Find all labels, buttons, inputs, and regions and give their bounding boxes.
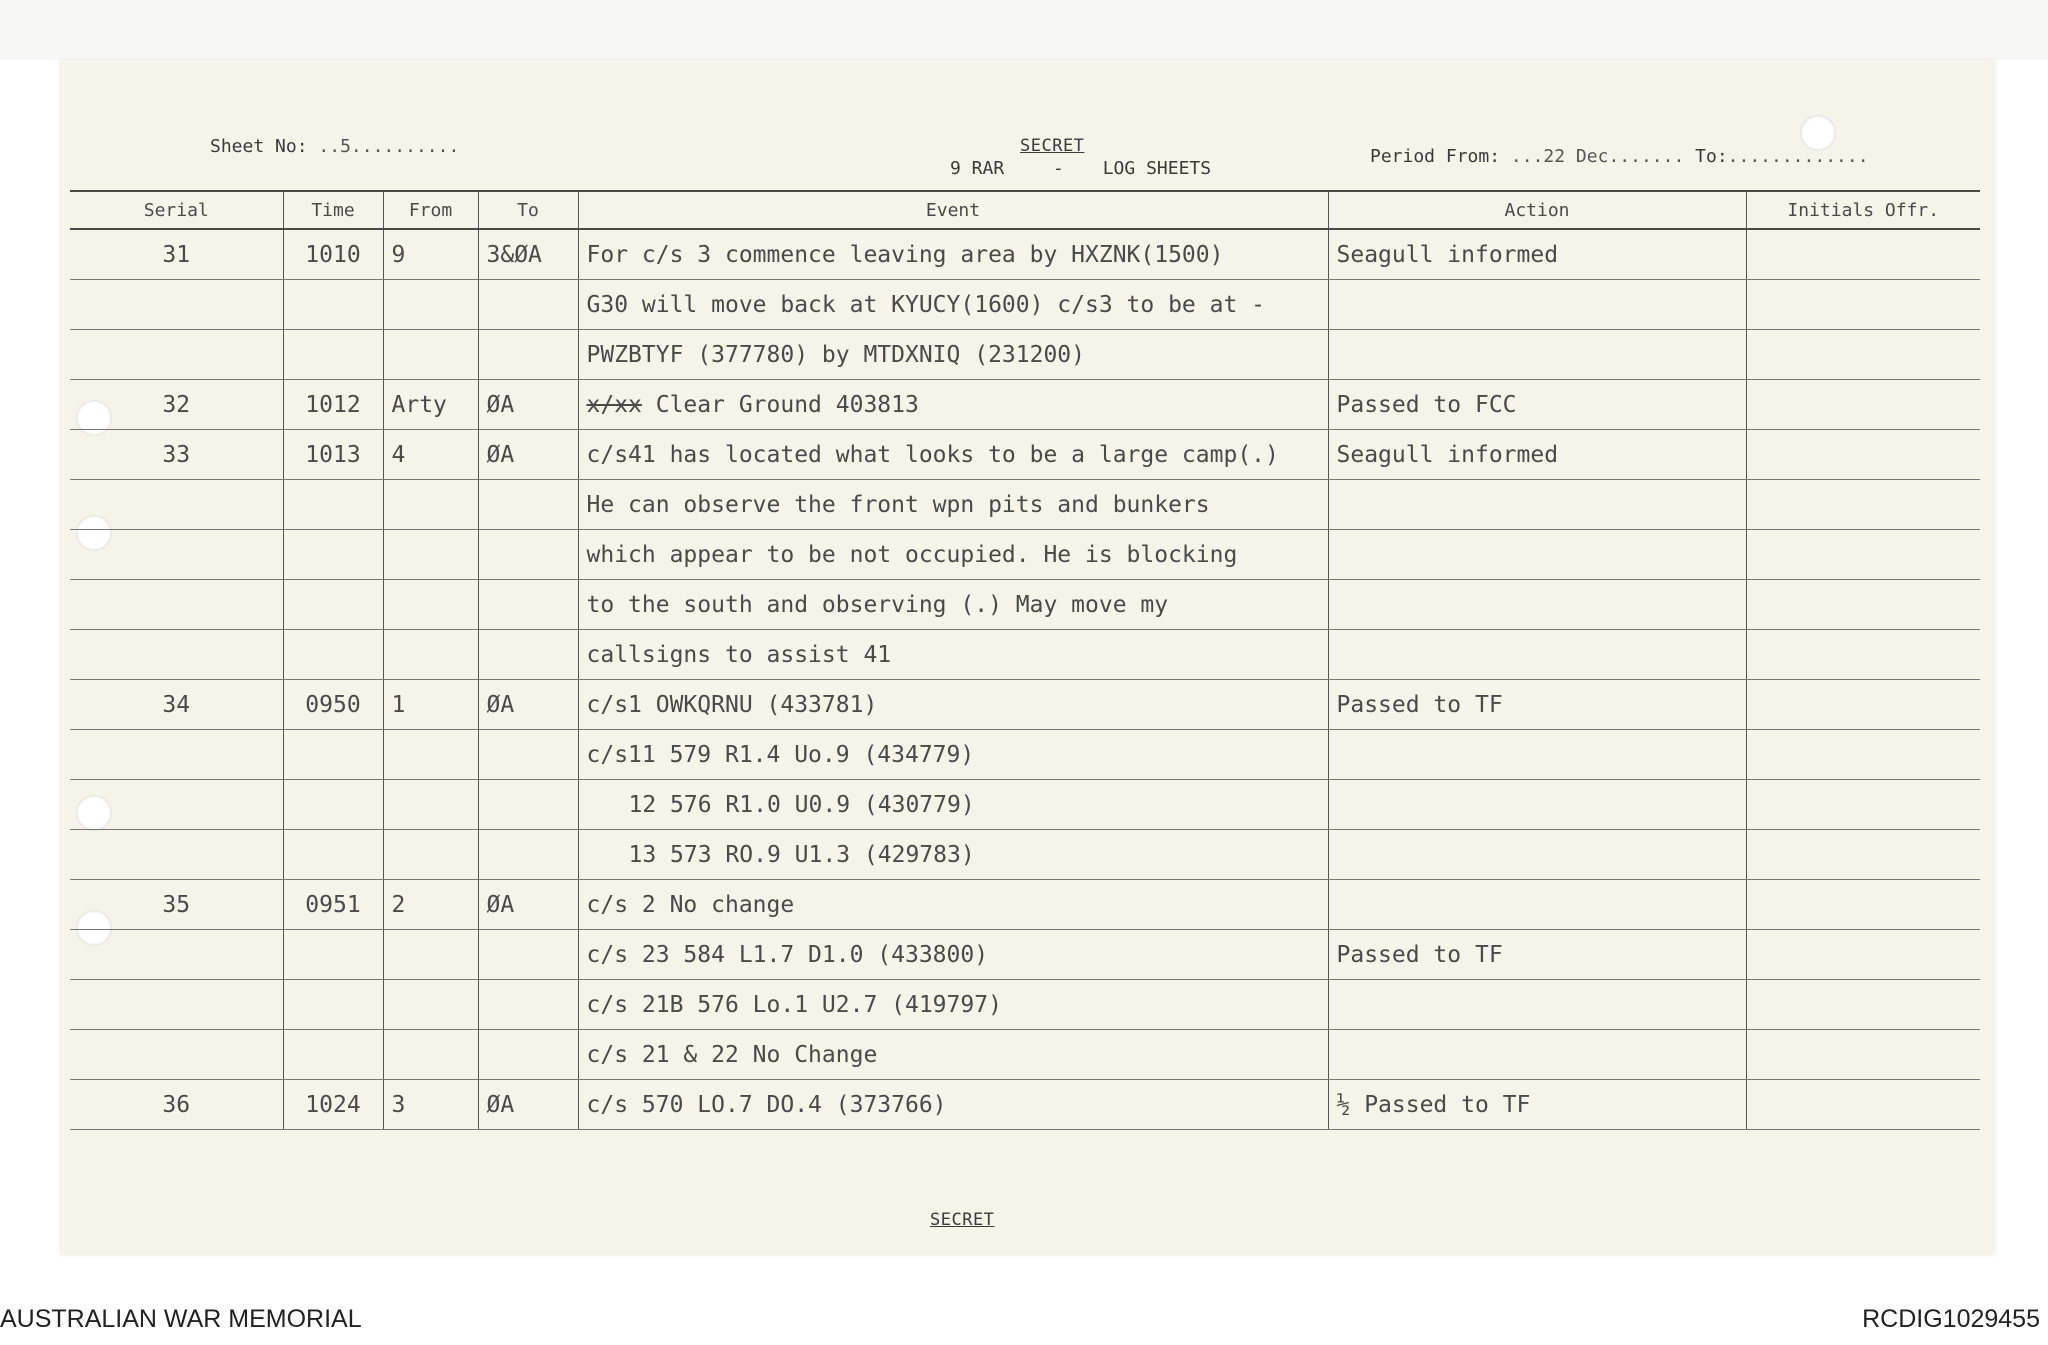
cell-time xyxy=(283,980,383,1030)
cell-event: c/s 2 No change xyxy=(578,880,1328,930)
cell-action xyxy=(1328,330,1746,380)
cell-event xyxy=(578,380,1328,430)
cell-event: c/s41 has located what looks to be a large camp(.) xyxy=(578,430,1328,480)
cell-event: 12 576 R1.0 U0.9 (430779) xyxy=(578,780,1328,830)
table-row xyxy=(70,530,1980,580)
cell-initials xyxy=(1746,1030,1980,1080)
cell-to: ØA xyxy=(478,680,578,730)
period-from-label: Period From: xyxy=(1370,146,1501,167)
log-table xyxy=(70,190,1980,1130)
cell-from: 9 xyxy=(383,229,478,280)
table-row xyxy=(70,880,1980,930)
cell-action xyxy=(1328,580,1746,630)
cell-action: Passed to TF xyxy=(1328,930,1746,980)
cell-from xyxy=(383,330,478,380)
cell-to xyxy=(478,280,578,330)
cell-time: 0950 xyxy=(283,680,383,730)
table-row xyxy=(70,1030,1980,1080)
cell-serial xyxy=(70,730,283,780)
cell-serial: 31 xyxy=(70,229,283,280)
cell-serial: 36 xyxy=(70,1080,283,1130)
log-rows xyxy=(70,229,1980,1130)
event-text: Clear Ground 403813 xyxy=(641,391,919,418)
cell-to xyxy=(478,1030,578,1080)
log-title-text: LOG SHEETS xyxy=(1102,158,1212,179)
cell-action xyxy=(1328,880,1746,930)
cell-from xyxy=(383,580,478,630)
cell-initials xyxy=(1746,530,1980,580)
cell-time: 0951 xyxy=(283,880,383,930)
table-row xyxy=(70,580,1980,630)
cell-time: 1012 xyxy=(283,380,383,430)
cell-initials xyxy=(1746,880,1980,930)
table-row xyxy=(70,430,1980,480)
cell-initials xyxy=(1746,1080,1980,1130)
cell-initials xyxy=(1746,680,1980,730)
cell-time: 1013 xyxy=(283,430,383,480)
col-header-serial: Serial xyxy=(70,191,283,229)
cell-action xyxy=(1328,280,1746,330)
top-margin xyxy=(0,0,2048,60)
cell-to: ØA xyxy=(478,430,578,480)
cell-event: c/s 23 584 L1.7 D1.0 (433800) xyxy=(578,930,1328,980)
cell-serial xyxy=(70,330,283,380)
cell-action xyxy=(1328,630,1746,680)
cell-event: PWZBTYF (377780) by MTDXNIQ (231200) xyxy=(578,330,1328,380)
cell-initials xyxy=(1746,580,1980,630)
cell-to xyxy=(478,830,578,880)
cell-to: ØA xyxy=(478,380,578,430)
cell-to xyxy=(478,480,578,530)
cell-time xyxy=(283,930,383,980)
cell-initials xyxy=(1746,330,1980,380)
cell-time: 1010 xyxy=(283,229,383,280)
cell-initials xyxy=(1746,780,1980,830)
cell-event: c/s1 OWKQRNU (433781) xyxy=(578,680,1328,730)
cell-serial xyxy=(70,530,283,580)
cell-event: For c/s 3 commence leaving area by HXZNK(1500) xyxy=(578,229,1328,280)
cell-event: callsigns to assist 41 xyxy=(578,630,1328,680)
cell-serial xyxy=(70,930,283,980)
cell-action: Passed to FCC xyxy=(1328,380,1746,430)
cell-time xyxy=(283,330,383,380)
cell-to xyxy=(478,780,578,830)
cell-serial xyxy=(70,780,283,830)
cell-event: G30 will move back at KYUCY(1600) c/s3 to be at - xyxy=(578,280,1328,330)
cell-time xyxy=(283,1030,383,1080)
cell-event: which appear to be not occupied. He is blocking xyxy=(578,530,1328,580)
cell-initials xyxy=(1746,280,1980,330)
cell-from xyxy=(383,980,478,1030)
cell-event: c/s 21B 576 Lo.1 U2.7 (419797) xyxy=(578,980,1328,1030)
period-range xyxy=(1370,146,1869,167)
cell-time xyxy=(283,530,383,580)
cell-to: 3&ØA xyxy=(478,229,578,280)
cell-from xyxy=(383,830,478,880)
sheet-label: Sheet No: xyxy=(210,136,308,157)
table-row xyxy=(70,730,1980,780)
cell-action xyxy=(1328,480,1746,530)
cell-serial xyxy=(70,480,283,530)
cell-initials xyxy=(1746,930,1980,980)
cell-initials xyxy=(1746,630,1980,680)
cell-event: to the south and observing (.) May move my xyxy=(578,580,1328,630)
table-row xyxy=(70,229,1980,280)
cell-action: Seagull informed xyxy=(1328,229,1746,280)
cell-action: Passed to TF xyxy=(1328,680,1746,730)
cell-initials xyxy=(1746,229,1980,280)
cell-time: 1024 xyxy=(283,1080,383,1130)
table-row xyxy=(70,980,1980,1030)
cell-from xyxy=(383,930,478,980)
col-header-from: From xyxy=(383,191,478,229)
cell-from xyxy=(383,480,478,530)
cell-to xyxy=(478,630,578,680)
cell-time xyxy=(283,630,383,680)
table-row xyxy=(70,930,1980,980)
cell-from xyxy=(383,730,478,780)
col-header-time: Time xyxy=(283,191,383,229)
struck-text: x/xx xyxy=(586,391,642,418)
footer-right-id: RCDIG1029455 xyxy=(1862,1305,2040,1333)
cell-action xyxy=(1328,730,1746,780)
secret-classification-top: SECRET xyxy=(1020,136,1085,156)
table-row xyxy=(70,830,1980,880)
cell-serial xyxy=(70,280,283,330)
table-row xyxy=(70,630,1980,680)
period-to-label: To: xyxy=(1695,146,1728,167)
cell-to xyxy=(478,580,578,630)
cell-serial xyxy=(70,980,283,1030)
cell-to: ØA xyxy=(478,1080,578,1130)
cell-initials xyxy=(1746,480,1980,530)
table-row xyxy=(70,680,1980,730)
cell-time xyxy=(283,480,383,530)
table-row xyxy=(70,380,1980,430)
cell-from xyxy=(383,630,478,680)
cell-initials xyxy=(1746,430,1980,480)
cell-action: ½ Passed to TF xyxy=(1328,1080,1746,1130)
cell-from xyxy=(383,530,478,580)
cell-initials xyxy=(1746,380,1980,430)
period-from-text: 22 Dec xyxy=(1543,146,1609,167)
cell-action xyxy=(1328,830,1746,880)
cell-serial xyxy=(70,630,283,680)
secret-classification-bottom: SECRET xyxy=(930,1210,995,1230)
cell-serial: 34 xyxy=(70,680,283,730)
cell-from: Arty xyxy=(383,380,478,430)
col-header-initials: Initials Offr. xyxy=(1746,191,1980,229)
sheet-value-text: 5 xyxy=(340,136,351,157)
cell-from: 4 xyxy=(383,430,478,480)
cell-from xyxy=(383,1030,478,1080)
cell-from xyxy=(383,280,478,330)
table-header-row xyxy=(70,191,1980,229)
cell-to xyxy=(478,530,578,580)
cell-from xyxy=(383,780,478,830)
col-header-action: Action xyxy=(1328,191,1746,229)
cell-serial xyxy=(70,830,283,880)
table-row xyxy=(70,280,1980,330)
title-dash: - xyxy=(1053,158,1064,179)
cell-to: ØA xyxy=(478,880,578,930)
cell-initials xyxy=(1746,980,1980,1030)
cell-time xyxy=(283,730,383,780)
cell-to xyxy=(478,730,578,780)
period-from-value: ...22 Dec....... xyxy=(1510,146,1685,167)
table-row xyxy=(70,1080,1980,1130)
cell-action xyxy=(1328,530,1746,580)
cell-to xyxy=(478,980,578,1030)
col-header-to: To xyxy=(478,191,578,229)
col-header-event: Event xyxy=(578,191,1328,229)
cell-time xyxy=(283,580,383,630)
cell-action xyxy=(1328,980,1746,1030)
sheet-number xyxy=(210,136,459,157)
cell-initials xyxy=(1746,830,1980,880)
cell-from: 3 xyxy=(383,1080,478,1130)
cell-event: c/s 570 LO.7 DO.4 (373766) xyxy=(578,1080,1328,1130)
cell-action: Seagull informed xyxy=(1328,430,1746,480)
cell-serial: 33 xyxy=(70,430,283,480)
cell-time xyxy=(283,830,383,880)
table-row xyxy=(70,330,1980,380)
cell-serial: 32 xyxy=(70,380,283,430)
cell-to xyxy=(478,330,578,380)
footer-left-credit: AUSTRALIAN WAR MEMORIAL xyxy=(0,1305,362,1333)
cell-from: 1 xyxy=(383,680,478,730)
cell-event: 13 573 RO.9 U1.3 (429783) xyxy=(578,830,1328,880)
cell-to xyxy=(478,930,578,980)
log-title xyxy=(950,158,1211,179)
cell-serial: 35 xyxy=(70,880,283,930)
cell-serial xyxy=(70,1030,283,1080)
cell-time xyxy=(283,780,383,830)
period-to-value: ............. xyxy=(1727,146,1869,167)
sheet-value: ..5.......... xyxy=(318,136,460,157)
cell-initials xyxy=(1746,730,1980,780)
cell-event: He can observe the front wpn pits and bunkers xyxy=(578,480,1328,530)
cell-serial xyxy=(70,580,283,630)
unit-name: 9 RAR xyxy=(950,158,1005,179)
table-row xyxy=(70,780,1980,830)
cell-action xyxy=(1328,780,1746,830)
cell-time xyxy=(283,280,383,330)
table-row xyxy=(70,480,1980,530)
cell-from: 2 xyxy=(383,880,478,930)
cell-event: c/s 21 & 22 No Change xyxy=(578,1030,1328,1080)
cell-event: c/s11 579 R1.4 Uo.9 (434779) xyxy=(578,730,1328,780)
cell-action xyxy=(1328,1030,1746,1080)
